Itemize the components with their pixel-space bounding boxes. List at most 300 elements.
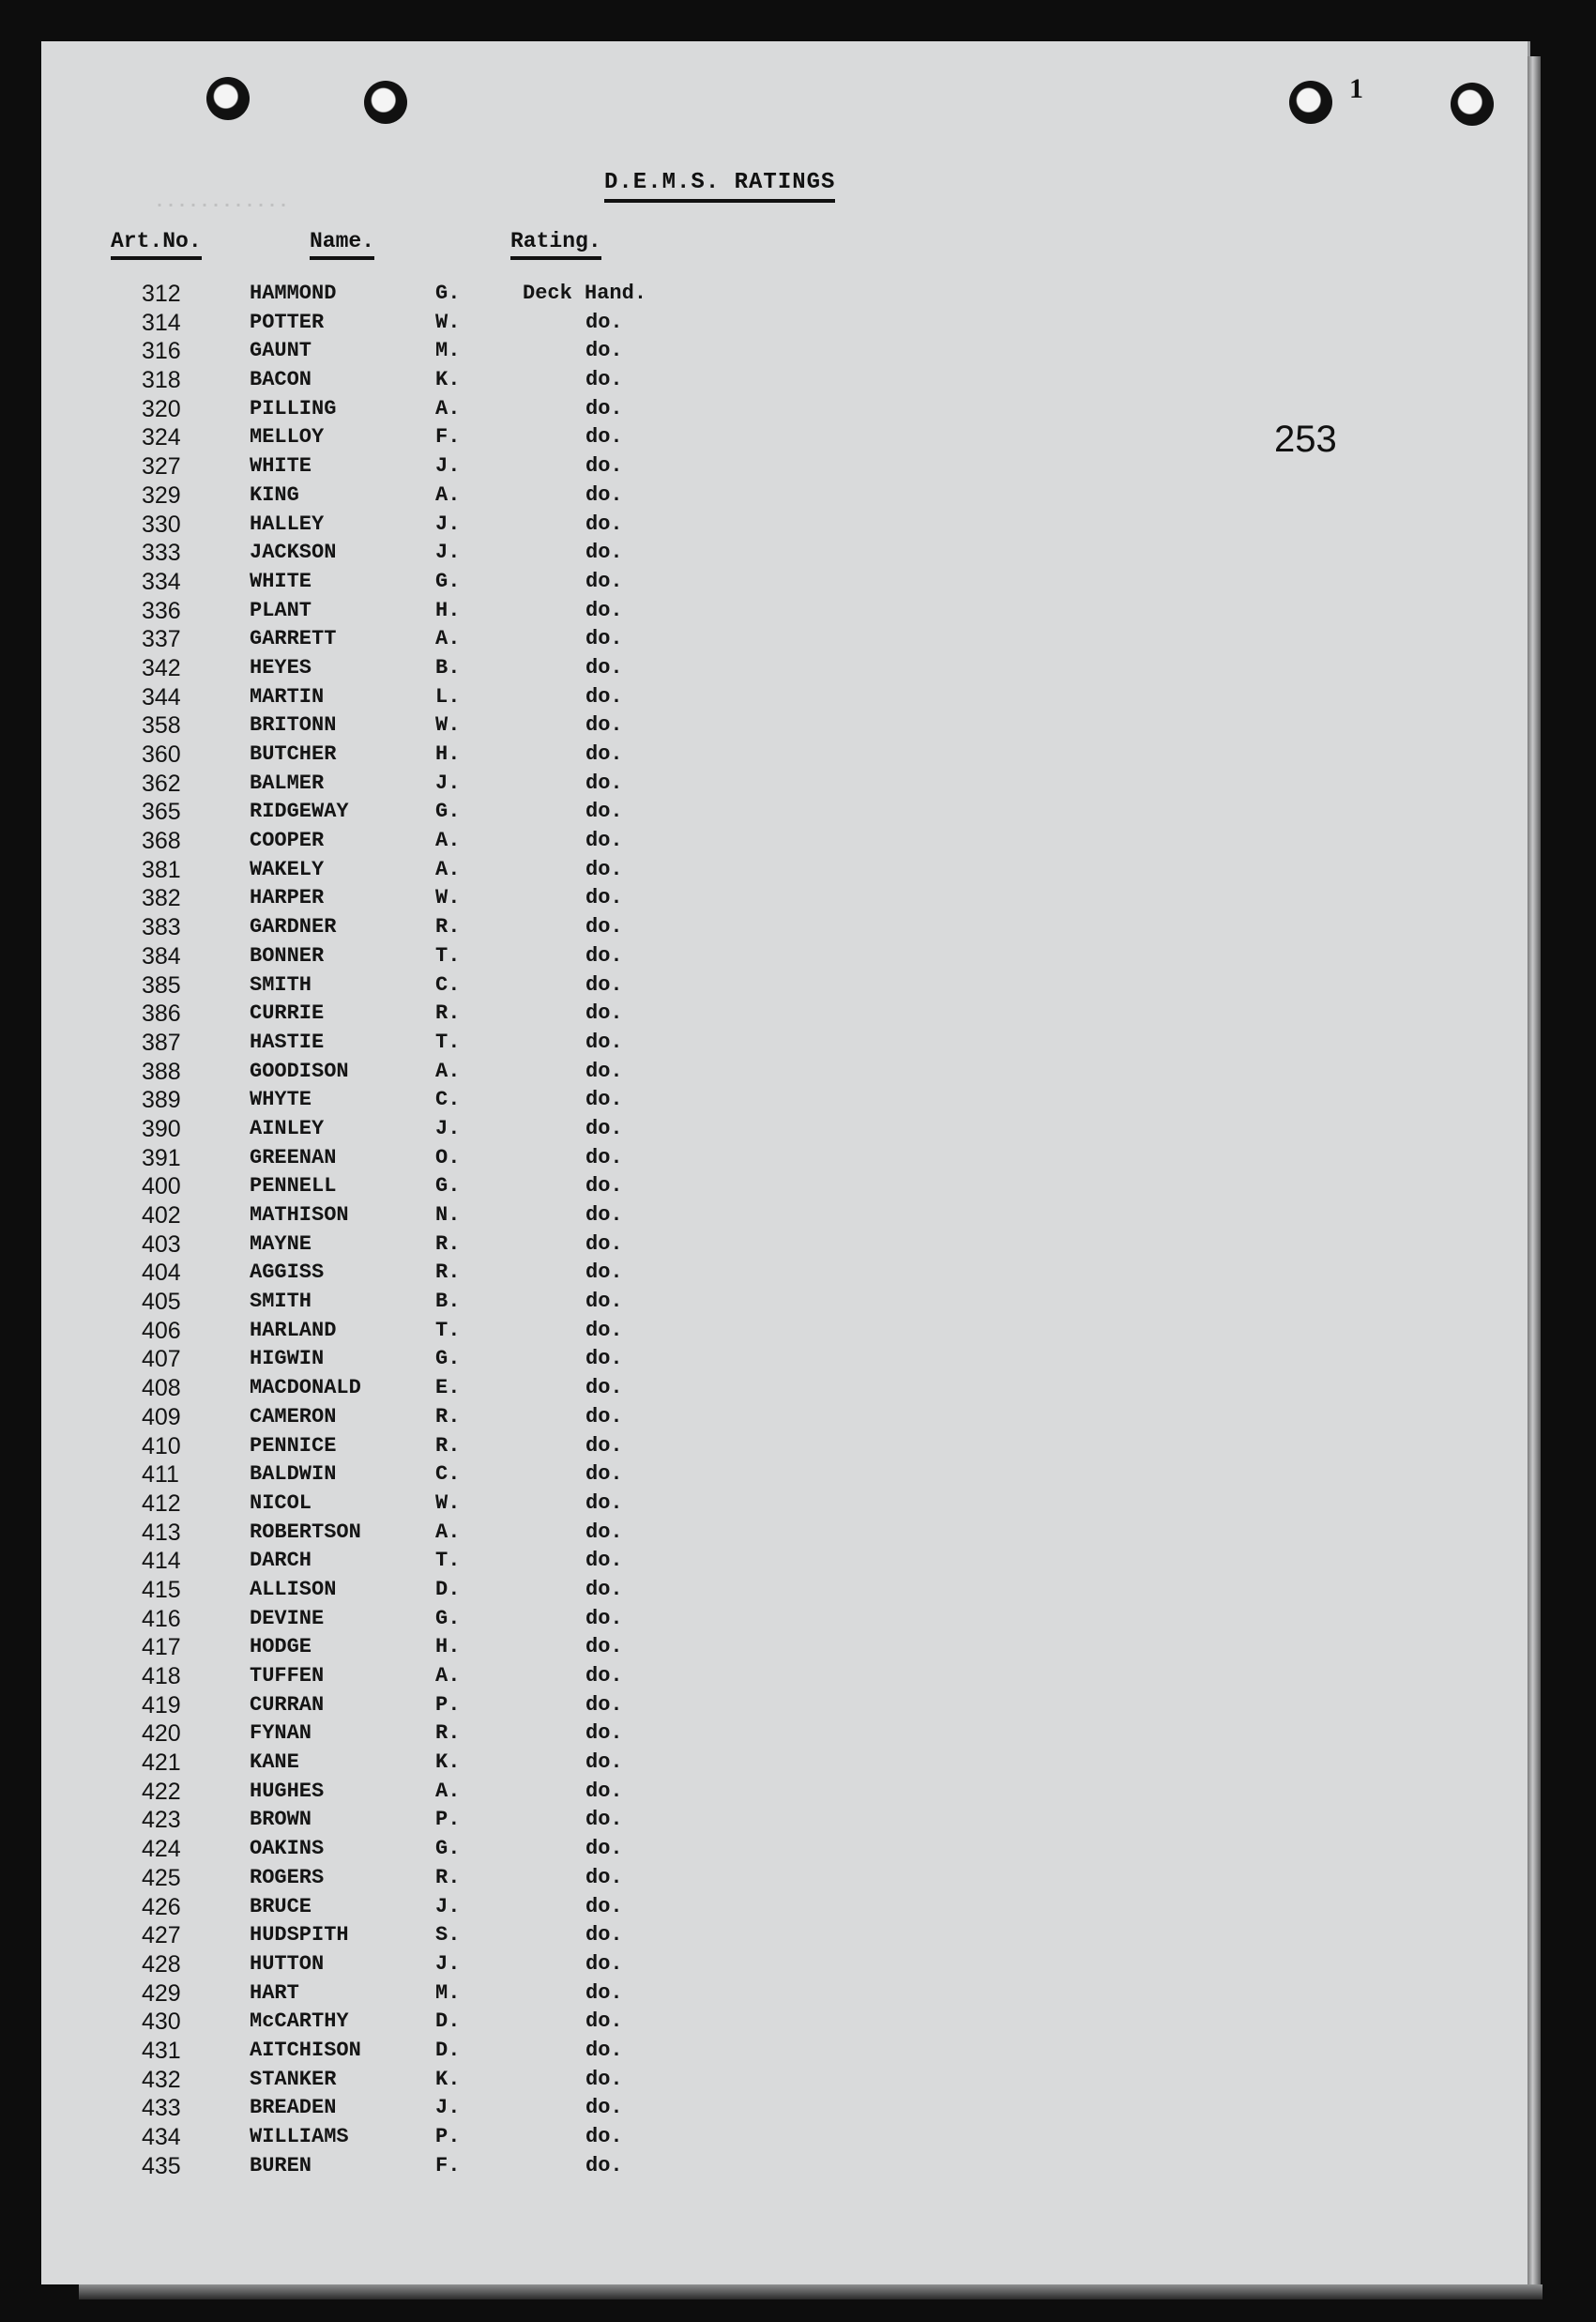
initial: G. bbox=[435, 1174, 461, 1199]
table-row bbox=[41, 2094, 1528, 2123]
initial: K. bbox=[435, 368, 461, 392]
surname: DEVINE bbox=[250, 1606, 325, 1630]
punch-hole-right-1 bbox=[1289, 81, 1332, 124]
initial: A. bbox=[435, 1059, 461, 1083]
table-row bbox=[41, 280, 1528, 309]
initial: T. bbox=[435, 943, 461, 968]
table-row bbox=[41, 452, 1528, 481]
surname: BREADEN bbox=[250, 2096, 337, 2120]
art-number: 337 bbox=[142, 626, 181, 653]
surname: WHITE bbox=[250, 454, 312, 479]
initial: M. bbox=[435, 339, 461, 363]
art-number: 324 bbox=[142, 424, 181, 451]
rating: do. bbox=[585, 1923, 623, 1948]
rating: do. bbox=[585, 1030, 623, 1054]
rating: do. bbox=[585, 2067, 623, 2091]
art-number: 333 bbox=[142, 540, 181, 567]
table-row bbox=[41, 913, 1528, 942]
art-number: 318 bbox=[142, 367, 181, 394]
surname: STANKER bbox=[250, 2067, 337, 2091]
initial: J. bbox=[435, 1894, 461, 1918]
rating: do. bbox=[585, 2153, 623, 2177]
surname: SMITH bbox=[250, 972, 312, 997]
art-number: 362 bbox=[142, 770, 181, 797]
surname: HARLAND bbox=[250, 1318, 337, 1342]
table-row bbox=[41, 366, 1528, 395]
rating: do. bbox=[585, 512, 623, 536]
table-row bbox=[41, 1749, 1528, 1778]
initial: W. bbox=[435, 886, 461, 910]
rating: do. bbox=[585, 2038, 623, 2062]
rating: do. bbox=[585, 1376, 623, 1400]
rating: do. bbox=[585, 684, 623, 709]
art-number: 433 bbox=[142, 2095, 181, 2122]
rating: do. bbox=[585, 482, 623, 507]
art-number: 400 bbox=[142, 1173, 181, 1200]
surname: MELLOY bbox=[250, 425, 325, 450]
table-row bbox=[41, 711, 1528, 741]
initial: G. bbox=[435, 1347, 461, 1371]
punch-hole-left-1 bbox=[206, 77, 250, 120]
art-number: 424 bbox=[142, 1836, 181, 1863]
art-number: 432 bbox=[142, 2066, 181, 2093]
column-header-name: Name. bbox=[310, 229, 374, 260]
art-number: 388 bbox=[142, 1058, 181, 1085]
art-number: 406 bbox=[142, 1317, 181, 1344]
initial: L. bbox=[435, 684, 461, 709]
table-row bbox=[41, 770, 1528, 799]
initial: H. bbox=[435, 598, 461, 622]
punch-hole-left-2 bbox=[364, 81, 407, 124]
art-number: 327 bbox=[142, 453, 181, 481]
rating: do. bbox=[585, 829, 623, 853]
initial: A. bbox=[435, 627, 461, 651]
surname: BRITONN bbox=[250, 713, 337, 738]
surname: WAKELY bbox=[250, 857, 325, 881]
art-number: 405 bbox=[142, 1289, 181, 1316]
initial: J. bbox=[435, 1951, 461, 1976]
table-row bbox=[41, 2152, 1528, 2181]
initial: K. bbox=[435, 2067, 461, 2091]
surname: NICOL bbox=[250, 1490, 312, 1515]
rating: do. bbox=[585, 2009, 623, 2034]
punch-hole-right-2 bbox=[1451, 83, 1494, 126]
surname: BACON bbox=[250, 368, 312, 392]
rating: do. bbox=[585, 425, 623, 450]
initial: T. bbox=[435, 1030, 461, 1054]
table-row bbox=[41, 884, 1528, 913]
initial: J. bbox=[435, 1116, 461, 1140]
initial: T. bbox=[435, 1549, 461, 1573]
initial: W. bbox=[435, 310, 461, 334]
rating: do. bbox=[585, 541, 623, 565]
table-row bbox=[41, 1662, 1528, 1691]
art-number: 417 bbox=[142, 1634, 181, 1661]
table-row bbox=[41, 1000, 1528, 1029]
initial: G. bbox=[435, 1606, 461, 1630]
rating: do. bbox=[585, 1980, 623, 2005]
surname: CURRAN bbox=[250, 1692, 325, 1717]
table-row bbox=[41, 798, 1528, 827]
initial: C. bbox=[435, 972, 461, 997]
rating: do. bbox=[585, 1606, 623, 1630]
art-number: 365 bbox=[142, 799, 181, 826]
rating: do. bbox=[585, 339, 623, 363]
rating: do. bbox=[585, 1837, 623, 1861]
table-row bbox=[41, 2066, 1528, 2095]
art-number: 411 bbox=[142, 1461, 179, 1489]
rating: do. bbox=[585, 915, 623, 939]
table-row bbox=[41, 1605, 1528, 1634]
surname: HASTIE bbox=[250, 1030, 325, 1054]
initial: C. bbox=[435, 1088, 461, 1112]
art-number: 419 bbox=[142, 1691, 181, 1719]
table-row bbox=[41, 1806, 1528, 1835]
rating: do. bbox=[585, 1490, 623, 1515]
initial: R. bbox=[435, 1433, 461, 1458]
rating: do. bbox=[585, 1231, 623, 1256]
art-number: 329 bbox=[142, 481, 181, 509]
rating: do. bbox=[585, 1664, 623, 1688]
rating: do. bbox=[585, 1116, 623, 1140]
margin-mark: 1 bbox=[1349, 73, 1363, 104]
initial: B. bbox=[435, 1290, 461, 1314]
surname: MATHISON bbox=[250, 1203, 349, 1227]
rating: do. bbox=[585, 1577, 623, 1601]
table-row bbox=[41, 2123, 1528, 2152]
surname: BONNER bbox=[250, 943, 325, 968]
art-number: 412 bbox=[142, 1489, 181, 1517]
rating: do. bbox=[585, 310, 623, 334]
rating: do. bbox=[585, 569, 623, 593]
table-row bbox=[41, 1374, 1528, 1403]
initial: G. bbox=[435, 569, 461, 593]
table-row bbox=[41, 481, 1528, 511]
art-number: 383 bbox=[142, 914, 181, 941]
table-row bbox=[41, 1317, 1528, 1346]
art-number: 428 bbox=[142, 1950, 181, 1978]
initial: C. bbox=[435, 1462, 461, 1487]
surname: BALDWIN bbox=[250, 1462, 337, 1487]
rating: do. bbox=[585, 713, 623, 738]
table-row bbox=[41, 856, 1528, 885]
surname: COOPER bbox=[250, 829, 325, 853]
table-row bbox=[41, 1029, 1528, 1058]
surname: PLANT bbox=[250, 598, 312, 622]
table-row bbox=[41, 1432, 1528, 1461]
initial: P. bbox=[435, 2125, 461, 2148]
initial: A. bbox=[435, 1520, 461, 1544]
initial: A. bbox=[435, 1664, 461, 1688]
surname: AITCHISON bbox=[250, 2038, 361, 2062]
initial: R. bbox=[435, 1231, 461, 1256]
surname: JACKSON bbox=[250, 541, 337, 565]
initial: S. bbox=[435, 1923, 461, 1948]
surname: WILLIAMS bbox=[250, 2125, 349, 2148]
art-number: 384 bbox=[142, 942, 181, 970]
surname: CURRIE bbox=[250, 1001, 325, 1026]
surname: HALLEY bbox=[250, 512, 325, 536]
table-row bbox=[41, 568, 1528, 597]
table-row bbox=[41, 1144, 1528, 1173]
rating: do. bbox=[585, 1174, 623, 1199]
initial: H. bbox=[435, 742, 461, 766]
rating: do. bbox=[585, 1779, 623, 1803]
table-row bbox=[41, 1979, 1528, 2009]
art-number: 402 bbox=[142, 1202, 181, 1229]
table-row bbox=[41, 741, 1528, 770]
table-row bbox=[41, 597, 1528, 626]
table-row bbox=[41, 1460, 1528, 1489]
art-number: 336 bbox=[142, 597, 181, 624]
initial: O. bbox=[435, 1145, 461, 1169]
initial: J. bbox=[435, 771, 461, 795]
surname: FYNAN bbox=[250, 1721, 312, 1746]
surname: HUTTON bbox=[250, 1951, 325, 1976]
art-number: 427 bbox=[142, 1922, 181, 1949]
rating: do. bbox=[585, 655, 623, 680]
surname: KING bbox=[250, 482, 299, 507]
table-row bbox=[41, 1058, 1528, 1087]
surname: DARCH bbox=[250, 1549, 312, 1573]
initial: D. bbox=[435, 2038, 461, 2062]
table-row bbox=[41, 1403, 1528, 1432]
table-row bbox=[41, 309, 1528, 338]
table-row bbox=[41, 1547, 1528, 1576]
table-row bbox=[41, 1172, 1528, 1201]
initial: M. bbox=[435, 1980, 461, 2005]
art-number: 312 bbox=[142, 281, 181, 307]
surname: HUGHES bbox=[250, 1779, 325, 1803]
art-number: 382 bbox=[142, 885, 181, 912]
table-row bbox=[41, 1086, 1528, 1115]
initial: F. bbox=[435, 2153, 461, 2177]
initial: T. bbox=[435, 1318, 461, 1342]
art-number: 403 bbox=[142, 1230, 181, 1258]
initial: A. bbox=[435, 482, 461, 507]
art-number: 422 bbox=[142, 1778, 181, 1805]
art-number: 389 bbox=[142, 1087, 181, 1114]
rating: do. bbox=[585, 2096, 623, 2120]
art-number: 386 bbox=[142, 1001, 181, 1028]
rating: Deck Hand. bbox=[523, 282, 647, 305]
table-row bbox=[41, 1950, 1528, 1979]
initial: A. bbox=[435, 396, 461, 420]
art-number: 418 bbox=[142, 1663, 181, 1689]
art-number: 360 bbox=[142, 741, 181, 768]
table-row bbox=[41, 423, 1528, 452]
art-number: 404 bbox=[142, 1260, 181, 1287]
surname: BUTCHER bbox=[250, 742, 337, 766]
table-row bbox=[41, 1864, 1528, 1893]
initial: D. bbox=[435, 1577, 461, 1601]
column-header-art-no: Art.No. bbox=[111, 229, 202, 260]
art-number: 407 bbox=[142, 1346, 181, 1373]
art-number: 425 bbox=[142, 1864, 181, 1891]
initial: A. bbox=[435, 857, 461, 881]
initial: R. bbox=[435, 1404, 461, 1428]
rating: do. bbox=[585, 1001, 623, 1026]
surname: MACDONALD bbox=[250, 1376, 361, 1400]
initial: W. bbox=[435, 713, 461, 738]
surname: GREENAN bbox=[250, 1145, 337, 1169]
art-number: 316 bbox=[142, 338, 181, 365]
surname: McCARTHY bbox=[250, 2009, 349, 2034]
rating: do. bbox=[585, 1260, 623, 1285]
art-number: 409 bbox=[142, 1403, 181, 1430]
initial: J. bbox=[435, 454, 461, 479]
surname: WHITE bbox=[250, 569, 312, 593]
initial: E. bbox=[435, 1376, 461, 1400]
initial: H. bbox=[435, 1635, 461, 1659]
table-row bbox=[41, 2008, 1528, 2037]
art-number: 423 bbox=[142, 1807, 181, 1834]
art-number: 429 bbox=[142, 1979, 181, 2007]
rating: do. bbox=[585, 1088, 623, 1112]
art-number: 415 bbox=[142, 1576, 181, 1603]
rating: do. bbox=[585, 454, 623, 479]
rating: do. bbox=[585, 368, 623, 392]
art-number: 385 bbox=[142, 971, 181, 999]
art-number: 421 bbox=[142, 1749, 181, 1777]
art-number: 408 bbox=[142, 1375, 181, 1402]
initial: A. bbox=[435, 829, 461, 853]
table-row bbox=[41, 539, 1528, 568]
surname: WHYTE bbox=[250, 1088, 312, 1112]
table-row bbox=[41, 654, 1528, 683]
surname: PENNELL bbox=[250, 1174, 337, 1199]
surname: SMITH bbox=[250, 1290, 312, 1314]
surname: TUFFEN bbox=[250, 1664, 325, 1688]
table-row bbox=[41, 1259, 1528, 1288]
surname: GAUNT bbox=[250, 339, 312, 363]
table-row bbox=[41, 395, 1528, 424]
rating: do. bbox=[585, 1347, 623, 1371]
rating: do. bbox=[585, 1404, 623, 1428]
rating: do. bbox=[585, 598, 623, 622]
rating: do. bbox=[585, 396, 623, 420]
table-row bbox=[41, 2037, 1528, 2066]
initial: P. bbox=[435, 1808, 461, 1832]
surname: POTTER bbox=[250, 310, 325, 334]
surname: KANE bbox=[250, 1750, 299, 1775]
art-number: 414 bbox=[142, 1548, 181, 1575]
rating: do. bbox=[585, 1462, 623, 1487]
rating: do. bbox=[585, 1318, 623, 1342]
initial: G. bbox=[435, 282, 461, 305]
rating: do. bbox=[585, 771, 623, 795]
art-number: 314 bbox=[142, 309, 181, 336]
art-number: 413 bbox=[142, 1519, 181, 1546]
table-row bbox=[41, 511, 1528, 540]
rating: do. bbox=[585, 1635, 623, 1659]
table-row bbox=[41, 1519, 1528, 1548]
initial: W. bbox=[435, 1490, 461, 1515]
initial: R. bbox=[435, 1865, 461, 1889]
table-row bbox=[41, 625, 1528, 654]
initial: R. bbox=[435, 1721, 461, 1746]
rating: do. bbox=[585, 972, 623, 997]
art-number: 416 bbox=[142, 1605, 181, 1632]
art-number: 342 bbox=[142, 654, 181, 681]
table-row bbox=[41, 1288, 1528, 1317]
rating: do. bbox=[585, 627, 623, 651]
initial: K. bbox=[435, 1750, 461, 1775]
rating: do. bbox=[585, 1750, 623, 1775]
art-number: 434 bbox=[142, 2124, 181, 2150]
rating: do. bbox=[585, 1951, 623, 1976]
rating: do. bbox=[585, 1145, 623, 1169]
surname: HAMMOND bbox=[250, 282, 337, 305]
initial: P. bbox=[435, 1692, 461, 1717]
show-through-text: ............ bbox=[154, 191, 290, 213]
initial: B. bbox=[435, 655, 461, 680]
rating: do. bbox=[585, 800, 623, 824]
surname: HART bbox=[250, 1980, 299, 2005]
surname: HODGE bbox=[250, 1635, 312, 1659]
surname: AINLEY bbox=[250, 1116, 325, 1140]
rating: do. bbox=[585, 1433, 623, 1458]
art-number: 410 bbox=[142, 1432, 181, 1459]
art-number: 431 bbox=[142, 2037, 181, 2064]
rating: do. bbox=[585, 1203, 623, 1227]
initial: J. bbox=[435, 2096, 461, 2120]
surname: HEYES bbox=[250, 655, 312, 680]
art-number: 391 bbox=[142, 1144, 181, 1171]
art-number: 368 bbox=[142, 828, 181, 855]
art-number: 430 bbox=[142, 2009, 181, 2036]
art-number: 435 bbox=[142, 2152, 181, 2179]
surname: ALLISON bbox=[250, 1577, 337, 1601]
rating: do. bbox=[585, 1865, 623, 1889]
page-title: D.E.M.S. RATINGS bbox=[604, 170, 835, 203]
column-header-rating: Rating. bbox=[510, 229, 601, 260]
art-number: 330 bbox=[142, 511, 181, 538]
initial: R. bbox=[435, 1001, 461, 1026]
surname: PILLING bbox=[250, 396, 337, 420]
surname: HARPER bbox=[250, 886, 325, 910]
initial: F. bbox=[435, 425, 461, 450]
rating: do. bbox=[585, 2125, 623, 2148]
initial: G. bbox=[435, 1837, 461, 1861]
table-row bbox=[41, 337, 1528, 366]
rating: do. bbox=[585, 857, 623, 881]
page-number: 253 bbox=[1274, 419, 1337, 460]
surname: BROWN bbox=[250, 1808, 312, 1832]
table-row bbox=[41, 1719, 1528, 1749]
surname: HUDSPITH bbox=[250, 1923, 349, 1948]
rating: do. bbox=[585, 1520, 623, 1544]
table-row bbox=[41, 942, 1528, 971]
surname: RIDGEWAY bbox=[250, 800, 349, 824]
art-number: 358 bbox=[142, 712, 181, 740]
table-row bbox=[41, 1893, 1528, 1922]
table-row bbox=[41, 1921, 1528, 1950]
surname: AGGISS bbox=[250, 1260, 325, 1285]
rating: do. bbox=[585, 1059, 623, 1083]
rating: do. bbox=[585, 1894, 623, 1918]
art-number: 344 bbox=[142, 683, 181, 710]
initial: N. bbox=[435, 1203, 461, 1227]
surname: ROBERTSON bbox=[250, 1520, 361, 1544]
art-number: 426 bbox=[142, 1893, 181, 1920]
table-row bbox=[41, 1230, 1528, 1260]
surname: BUREN bbox=[250, 2153, 312, 2177]
table-row bbox=[41, 1345, 1528, 1374]
initial: R. bbox=[435, 1260, 461, 1285]
surname: CAMERON bbox=[250, 1404, 337, 1428]
rating: do. bbox=[585, 1808, 623, 1832]
